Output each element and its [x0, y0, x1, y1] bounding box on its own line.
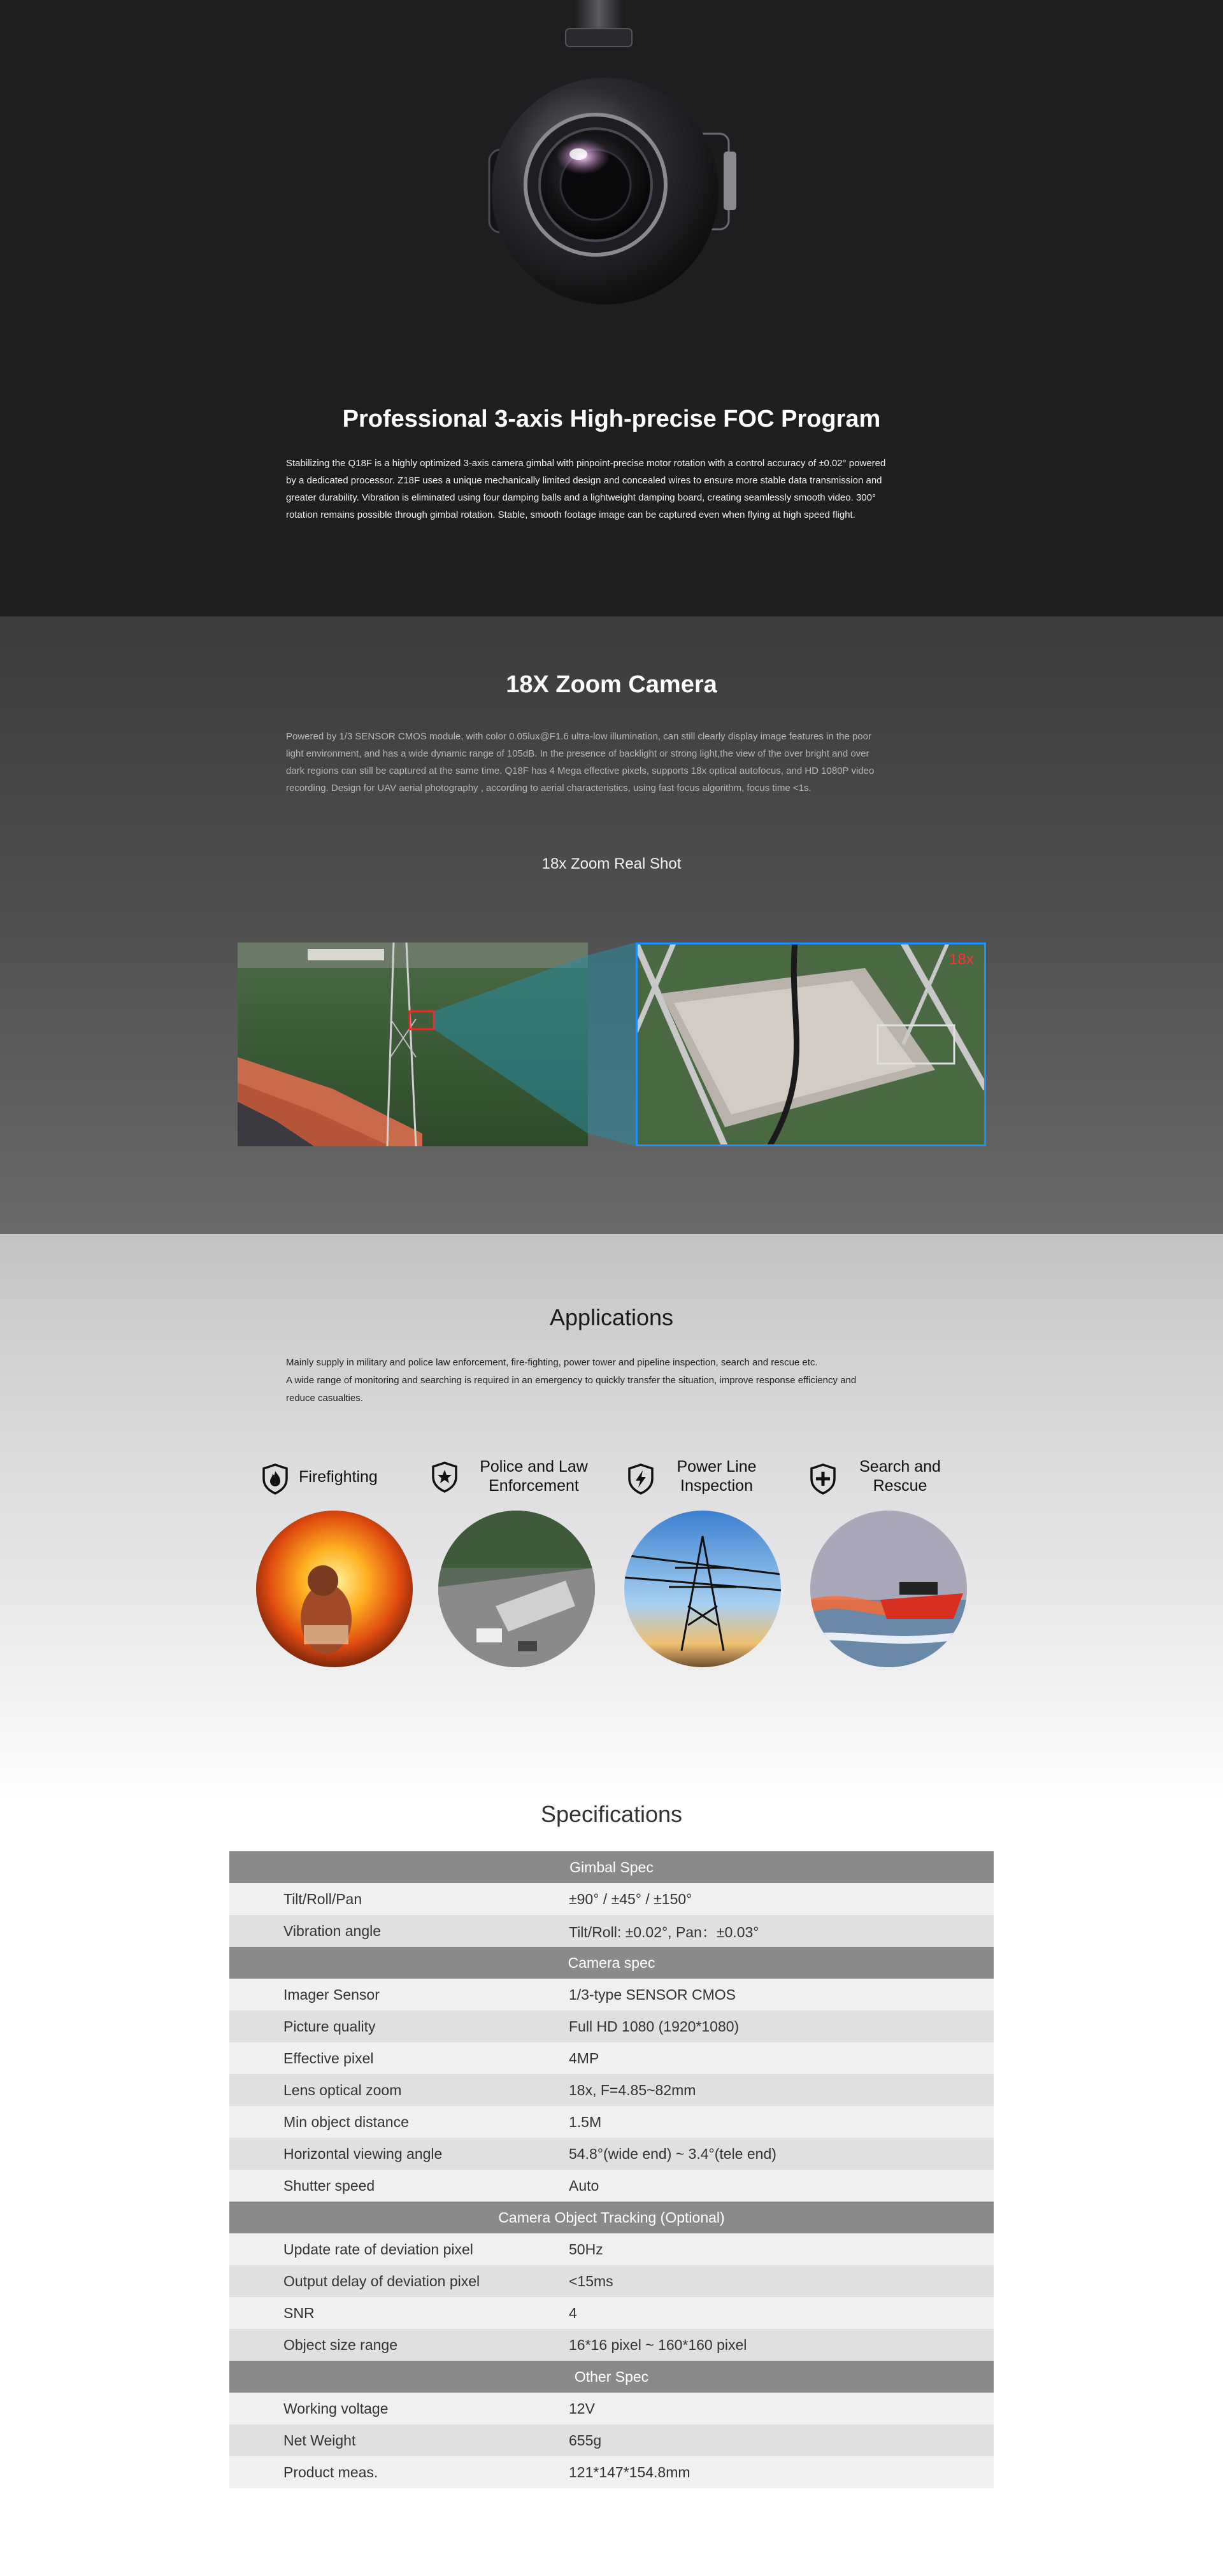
spec-group-header: [229, 2202, 994, 2233]
app-label-search-rescue: [846, 1457, 954, 1495]
spec-group-name: Gimbal Spec: [229, 1851, 994, 1883]
applications-section: [0, 1234, 1223, 1801]
table-row: [229, 2393, 994, 2424]
specifications-section: [0, 1801, 1223, 2576]
specifications-title: Specifications: [540, 1801, 683, 1827]
app-label-search-rescue-line2: Rescue: [873, 1477, 927, 1495]
spec-value: 1/3-type SENSOR CMOS: [569, 1979, 994, 2010]
spec-value: 1.5M: [569, 2106, 994, 2138]
spec-key: Shutter speed: [229, 2170, 569, 2202]
table-row: [229, 1883, 994, 1915]
applications-line: Mainly supply in military and police law enforcement, fire-fighting, power tower and pipeline inspection, search and rescue etc.: [286, 1357, 818, 1368]
foc-line: greater durability. Vibration is eliminated using four damping balls and a lightweight damping board, creating seamlessly smooth video. 300°: [286, 492, 876, 503]
foc-line: rotation remains possible through gimbal rotation. Stable, smooth footage image can be captured even when flying at high speed flight.: [286, 509, 855, 520]
zoom-line: recording. Design for UAV aerial photography , according to aerial characteristics, using fast focus algorithm, focus time <1s.: [286, 783, 812, 793]
spec-key: Update rate of deviation pixel: [229, 2233, 569, 2265]
applications-description: [286, 1354, 937, 1407]
spec-key: Effective pixel: [229, 2042, 569, 2074]
table-row: [229, 2233, 994, 2265]
spec-value: 121*147*154.8mm: [569, 2456, 994, 2488]
table-row: [229, 2265, 994, 2297]
spec-key: Lens optical zoom: [229, 2074, 569, 2106]
table-row: [229, 2010, 994, 2042]
foc-description: [286, 455, 937, 523]
applications-title: Applications: [549, 1304, 674, 1330]
foc-section: [0, 0, 1223, 616]
spec-value: 12V: [569, 2393, 994, 2424]
spec-key: Vibration angle: [229, 1915, 569, 1947]
table-row: [229, 2424, 994, 2456]
search-rescue-image: [810, 1511, 967, 1667]
spec-value: 4MP: [569, 2042, 994, 2074]
lightning-shield-icon: [624, 1462, 657, 1495]
zoom-badge: 18x: [949, 951, 974, 968]
table-row: [229, 2042, 994, 2074]
spec-key: Working voltage: [229, 2393, 569, 2424]
foc-title: Professional 3-axis High-precise FOC Program: [342, 406, 881, 432]
spec-key: Imager Sensor: [229, 1979, 569, 2010]
spec-group-name: Other Spec: [229, 2361, 994, 2393]
foc-line: by a dedicated processor. Z18F uses a unique mechanically limited design and concealed wires to ensure more stable data transmission and: [286, 475, 882, 486]
zoom-title: 18X Zoom Camera: [506, 671, 717, 698]
spec-key: Output delay of deviation pixel: [229, 2265, 569, 2297]
spec-key: Tilt/Roll/Pan: [229, 1883, 569, 1915]
table-row: [229, 2329, 994, 2361]
applications-line: A wide range of monitoring and searching is required in an emergency to quickly transfer the situation, improve response efficiency and: [286, 1375, 857, 1386]
zoom-connector-graphic: [588, 943, 636, 1146]
star-shield-icon: [428, 1460, 461, 1493]
spec-group-header: [229, 1947, 994, 1979]
spec-key: Min object distance: [229, 2106, 569, 2138]
table-row: [229, 2106, 994, 2138]
table-row: [229, 2138, 994, 2170]
power-line-image: [624, 1511, 781, 1667]
foc-line: Stabilizing the Q18F is a highly optimized 3-axis camera gimbal with pinpoint-precise motor rotation with a control accuracy of ±0.02° powered: [286, 458, 886, 469]
wide-angle-shot-image: [238, 943, 588, 1146]
app-label-power-line: [662, 1457, 771, 1495]
spec-value: Tilt/Roll: ±0.02°, Pan：±0.03°: [569, 1915, 994, 1947]
spec-key: Object size range: [229, 2329, 569, 2361]
app-label-police: [470, 1457, 597, 1495]
spec-value: Full HD 1080 (1920*1080): [569, 2010, 994, 2042]
zoom-section: [0, 616, 1223, 1234]
flame-shield-icon: [259, 1462, 292, 1495]
table-row: [229, 2297, 994, 2329]
zoom-line: light environment, and has a wide dynamic range of 105dB. In the presence of backlight or strong light,the view of the over bright and over: [286, 748, 869, 759]
app-label-power-line-line2: Inspection: [680, 1477, 753, 1495]
app-label-search-rescue-line1: Search and: [859, 1458, 941, 1476]
zoom-line: dark regions can still be captured at the same time. Q18F has 4 Mega effective pixels, supports 18x optical autofocus, and HD 1080P video: [286, 765, 875, 776]
table-row: [229, 2456, 994, 2488]
spec-group-header: [229, 1851, 994, 1883]
app-label-police-line1: Police and Law: [480, 1458, 588, 1476]
firefighting-image: [256, 1511, 413, 1667]
applications-line: reduce casualties.: [286, 1393, 363, 1404]
spec-key: SNR: [229, 2297, 569, 2329]
plus-shield-icon: [806, 1462, 840, 1495]
table-row: [229, 1979, 994, 2010]
spec-group-name: Camera spec: [229, 1947, 994, 1979]
app-label-power-line-line1: Power Line: [676, 1458, 757, 1476]
spec-value: 18x, F=4.85~82mm: [569, 2074, 994, 2106]
spec-key: Product meas.: [229, 2456, 569, 2488]
spec-key: Picture quality: [229, 2010, 569, 2042]
spec-value: 4: [569, 2297, 994, 2329]
spec-table: [229, 1851, 994, 2488]
zoomed-shot-image: [636, 943, 986, 1146]
spec-group-name: Camera Object Tracking (Optional): [229, 2202, 994, 2233]
zoom-shot-label: 18x Zoom Real Shot: [541, 855, 682, 872]
zoom-description: [286, 728, 937, 797]
spec-key: Horizontal viewing angle: [229, 2138, 569, 2170]
spec-value: <15ms: [569, 2265, 994, 2297]
zoom-line: Powered by 1/3 SENSOR CMOS module, with color 0.05lux@F1.6 ultra-low illumination, can still clearly display image features in the poor: [286, 731, 871, 742]
spec-value: Auto: [569, 2170, 994, 2202]
spec-value: 16*16 pixel ~ 160*160 pixel: [569, 2329, 994, 2361]
gimbal-camera-illustration: [446, 0, 777, 331]
table-row: [229, 1915, 994, 1947]
spec-value: 54.8°(wide end) ~ 3.4°(tele end): [569, 2138, 994, 2170]
police-enforcement-image: [438, 1511, 595, 1667]
table-row: [229, 2170, 994, 2202]
spec-key: Net Weight: [229, 2424, 569, 2456]
app-label-police-line2: Enforcement: [489, 1477, 579, 1495]
table-row: [229, 2074, 994, 2106]
spec-group-header: [229, 2361, 994, 2393]
app-label-firefighting: Firefighting: [299, 1468, 378, 1486]
spec-value: 655g: [569, 2424, 994, 2456]
spec-value: 50Hz: [569, 2233, 994, 2265]
spec-value: ±90° / ±45° / ±150°: [569, 1883, 994, 1915]
